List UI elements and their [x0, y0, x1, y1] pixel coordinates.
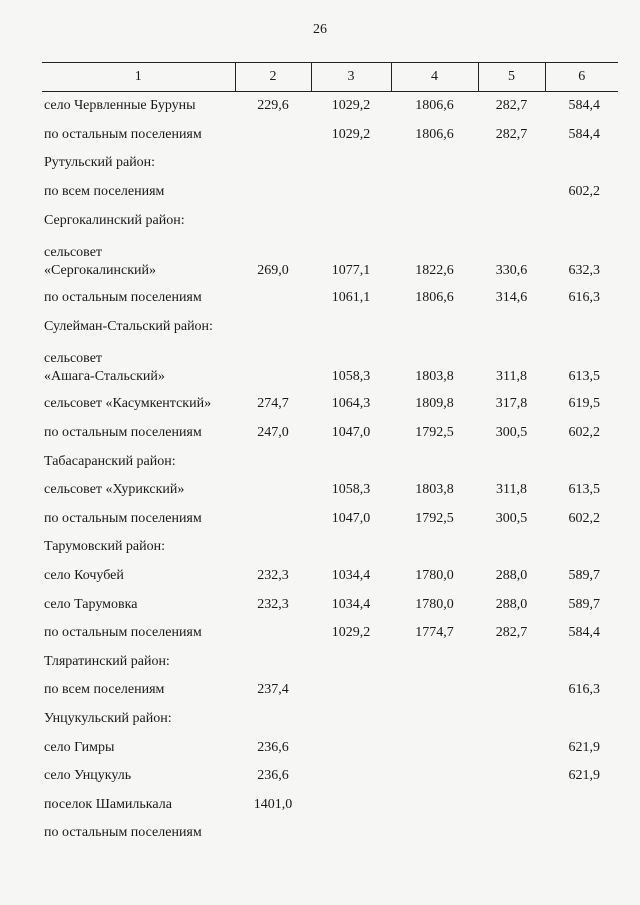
value-col-4 — [391, 178, 478, 207]
value-col-3: 1077,1 — [331, 262, 371, 278]
column-header-6: 6 — [545, 63, 618, 92]
value-col-6: 584,4 — [568, 625, 600, 641]
value-col-3 — [311, 762, 391, 791]
value-col-6 — [545, 313, 618, 342]
value-col-3: 1029,2 — [331, 98, 371, 114]
value-col-2 — [235, 313, 311, 342]
value-col-2 — [235, 206, 311, 235]
value-col-3 — [311, 149, 391, 178]
table-row — [42, 92, 618, 121]
settlement-name: Рутульский район: — [44, 155, 156, 171]
value-col-2: 247,0 — [257, 425, 289, 441]
value-col-3: 1058,3 — [331, 482, 371, 498]
value-col-6: 632,3 — [568, 262, 600, 278]
table-row — [42, 235, 618, 284]
value-col-2 — [235, 819, 311, 848]
table-row — [42, 762, 618, 791]
table-row — [42, 390, 618, 419]
value-col-2 — [235, 648, 311, 677]
column-header-3: 3 — [311, 63, 391, 92]
value-col-5 — [478, 733, 545, 762]
value-col-4 — [391, 762, 478, 791]
value-col-3 — [311, 819, 391, 848]
settlement-name: Табасаранский район: — [44, 453, 176, 469]
value-col-3 — [311, 533, 391, 562]
table-row — [42, 476, 618, 505]
value-col-4 — [391, 676, 478, 705]
value-col-2: 229,6 — [257, 98, 289, 114]
table-row — [42, 505, 618, 534]
table-row — [42, 676, 618, 705]
value-col-3 — [311, 206, 391, 235]
value-col-3 — [311, 313, 391, 342]
value-col-4: 1792,5 — [415, 510, 454, 526]
value-col-5 — [478, 705, 545, 734]
settlement-name: Сулейман-Стальский район: — [44, 318, 213, 334]
value-col-2: 232,3 — [257, 568, 289, 584]
value-col-4: 1774,7 — [415, 625, 454, 641]
value-col-6: 584,4 — [568, 98, 600, 114]
settlement-name: село Унцукуль — [44, 768, 132, 784]
value-col-3: 1034,4 — [331, 568, 371, 584]
value-col-4 — [391, 533, 478, 562]
value-col-3: 1029,2 — [331, 625, 371, 641]
settlement-name: по остальным поселениям — [44, 425, 202, 441]
value-col-3 — [311, 447, 391, 476]
value-col-6: 613,5 — [568, 482, 600, 498]
value-col-5: 311,8 — [496, 369, 527, 385]
value-col-5 — [478, 676, 545, 705]
value-col-4: 1806,6 — [415, 126, 454, 142]
value-col-6: 613,5 — [568, 369, 600, 385]
value-col-4: 1803,8 — [415, 369, 454, 385]
value-col-4 — [391, 648, 478, 677]
settlement-name: Тляратинский район: — [44, 653, 170, 669]
value-col-3: 1034,4 — [331, 596, 371, 612]
value-col-5 — [478, 206, 545, 235]
table-row — [42, 562, 618, 591]
settlement-name-line: сельсовет — [44, 244, 103, 260]
settlement-name: сельсовет «Касумкентский» — [44, 396, 212, 412]
value-col-2 — [235, 705, 311, 734]
value-col-2 — [235, 533, 311, 562]
value-col-6: 616,3 — [568, 290, 600, 306]
value-col-3: 1029,2 — [331, 126, 371, 142]
settlement-name: по остальным поселениям — [44, 510, 202, 526]
value-col-5 — [478, 149, 545, 178]
value-col-6: 621,9 — [568, 739, 600, 755]
value-col-5: 311,8 — [496, 482, 527, 498]
value-col-6 — [545, 533, 618, 562]
value-col-4 — [391, 206, 478, 235]
value-col-4: 1822,6 — [415, 262, 454, 278]
value-col-2: 274,7 — [257, 396, 289, 412]
table-row — [42, 648, 618, 677]
settlement-name: по остальным поселениям — [44, 290, 202, 306]
value-col-5: 288,0 — [495, 596, 528, 612]
value-col-5: 330,6 — [495, 262, 528, 278]
table-row — [42, 419, 618, 448]
value-col-6 — [545, 705, 618, 734]
value-col-4 — [391, 733, 478, 762]
value-col-5 — [478, 648, 545, 677]
value-col-4: 1792,5 — [415, 425, 454, 441]
settlement-name: Унцукульский район: — [44, 710, 172, 726]
value-col-6 — [545, 648, 618, 677]
table-row — [42, 206, 618, 235]
value-col-5 — [478, 762, 545, 791]
settlement-name: по остальным поселениям — [44, 126, 202, 142]
value-col-2 — [235, 619, 311, 648]
value-col-5 — [478, 178, 545, 207]
tariff-table — [42, 62, 618, 848]
column-header-2: 2 — [235, 63, 311, 92]
value-col-5 — [478, 790, 545, 819]
value-col-2 — [235, 284, 311, 313]
header-row — [42, 63, 618, 92]
value-col-3: 1058,3 — [331, 369, 371, 385]
value-col-2: 236,6 — [257, 739, 289, 755]
value-col-6 — [545, 149, 618, 178]
value-col-2: 237,4 — [257, 682, 289, 698]
value-col-5: 300,5 — [495, 425, 528, 441]
settlement-name-line: сельсовет — [44, 351, 103, 367]
value-col-4 — [391, 149, 478, 178]
value-col-6: 602,2 — [568, 184, 600, 200]
value-col-4 — [391, 313, 478, 342]
value-col-6: 616,3 — [568, 682, 600, 698]
value-col-6: 589,7 — [568, 568, 600, 584]
value-col-3 — [311, 178, 391, 207]
table-row — [42, 284, 618, 313]
value-col-2: 232,3 — [257, 596, 289, 612]
settlement-name — [42, 235, 235, 284]
value-col-2 — [235, 178, 311, 207]
table-row — [42, 733, 618, 762]
value-col-5 — [478, 313, 545, 342]
value-col-6: 621,9 — [568, 768, 600, 784]
table-row — [42, 705, 618, 734]
page-number: 26 — [313, 22, 327, 37]
value-col-4 — [391, 705, 478, 734]
value-col-3 — [311, 705, 391, 734]
settlement-name: сельсовет «Хурикский» — [44, 482, 185, 498]
settlement-name: поселок Шамилькала — [44, 796, 172, 812]
value-col-5 — [478, 819, 545, 848]
value-col-6 — [545, 206, 618, 235]
value-col-5: 300,5 — [495, 510, 528, 526]
table-row — [42, 178, 618, 207]
settlement-name: по всем поселениям — [44, 682, 165, 698]
table-row — [42, 533, 618, 562]
table-body — [42, 92, 618, 848]
column-header-1: 1 — [42, 63, 235, 92]
value-col-4: 1806,6 — [415, 98, 454, 114]
value-col-2: 269,0 — [257, 262, 289, 278]
value-col-2 — [235, 149, 311, 178]
table-row — [42, 341, 618, 390]
value-col-3: 1064,3 — [331, 396, 371, 412]
value-col-5: 314,6 — [495, 290, 528, 306]
value-col-6: 602,2 — [568, 425, 600, 441]
value-col-2: 236,6 — [257, 768, 289, 784]
table-row — [42, 313, 618, 342]
settlement-name — [42, 341, 235, 390]
value-col-3: 1047,0 — [331, 425, 371, 441]
value-col-4: 1806,6 — [415, 290, 454, 306]
table-row — [42, 590, 618, 619]
column-header-4: 4 — [391, 63, 478, 92]
settlement-name: село Кочубей — [44, 568, 124, 584]
settlement-name-line: «Сергокалинский» — [44, 262, 157, 278]
value-col-6 — [545, 819, 618, 848]
value-col-2 — [235, 505, 311, 534]
value-col-5: 288,0 — [495, 568, 528, 584]
value-col-6: 602,2 — [568, 510, 600, 526]
table-row — [42, 447, 618, 476]
value-col-5 — [478, 533, 545, 562]
value-col-5: 282,7 — [495, 126, 528, 142]
value-col-4: 1809,8 — [415, 396, 454, 412]
settlement-name: по всем поселениям — [44, 184, 165, 200]
value-col-3: 1061,1 — [331, 290, 371, 306]
value-col-2 — [235, 121, 311, 150]
value-col-2 — [235, 447, 311, 476]
value-col-2 — [235, 476, 311, 505]
value-col-6 — [545, 790, 618, 819]
value-col-4: 1780,0 — [415, 596, 454, 612]
table-header — [42, 63, 618, 92]
settlement-name: село Тарумовка — [44, 596, 138, 612]
settlement-name: Тарумовский район: — [44, 539, 166, 555]
value-col-4 — [391, 790, 478, 819]
value-col-2: 1401,0 — [253, 796, 293, 812]
value-col-3 — [311, 790, 391, 819]
value-col-3: 1047,0 — [331, 510, 371, 526]
settlement-name: село Гимры — [44, 739, 115, 755]
table-row — [42, 121, 618, 150]
settlement-name-line: «Ашага-Стальский» — [44, 369, 165, 385]
value-col-3 — [311, 676, 391, 705]
value-col-2 — [235, 341, 311, 390]
table-row — [42, 819, 618, 848]
value-col-4: 1780,0 — [415, 568, 454, 584]
table-row — [42, 619, 618, 648]
settlement-name: по остальным поселениям — [44, 625, 202, 641]
value-col-6: 584,4 — [568, 126, 600, 142]
value-col-5: 317,8 — [495, 396, 528, 412]
value-col-6: 619,5 — [568, 396, 600, 412]
settlement-name: по остальным поселениям — [44, 825, 202, 841]
value-col-3 — [311, 648, 391, 677]
value-col-5: 282,7 — [495, 625, 528, 641]
value-col-4 — [391, 819, 478, 848]
table-row — [42, 149, 618, 178]
value-col-6: 589,7 — [568, 596, 600, 612]
value-col-6 — [545, 447, 618, 476]
settlement-name: село Червленные Буруны — [44, 98, 196, 114]
value-col-5: 282,7 — [495, 98, 528, 114]
table-row — [42, 790, 618, 819]
value-col-4: 1803,8 — [415, 482, 454, 498]
value-col-4 — [391, 447, 478, 476]
value-col-3 — [311, 733, 391, 762]
settlement-name: Сергокалинский район: — [44, 212, 185, 228]
column-header-5: 5 — [478, 63, 545, 92]
value-col-5 — [478, 447, 545, 476]
